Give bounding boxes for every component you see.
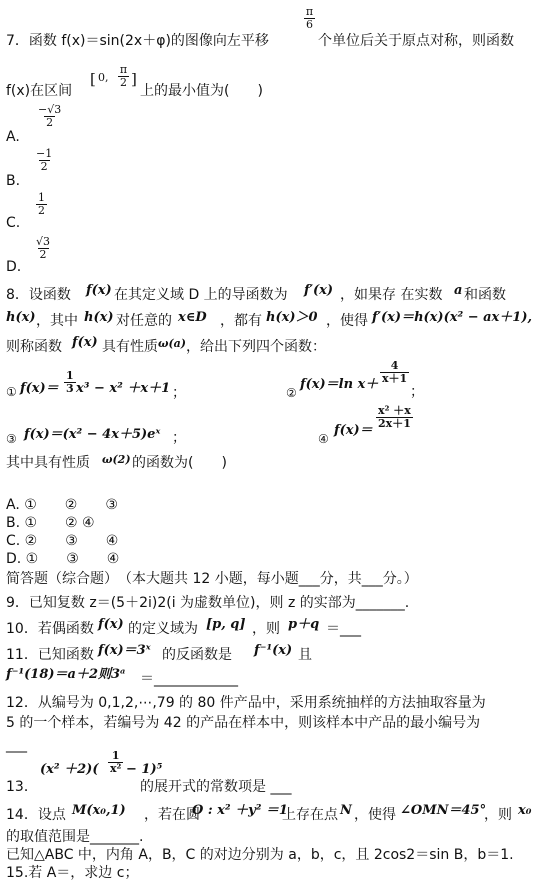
q10-pq: p＋q xyxy=(288,617,320,632)
q8-option-c[interactable]: C. ② ③ ④ xyxy=(6,533,119,549)
problem15-stem: 已知△ABC 中，内角 A，B，C 的对边分别为 a，b，c，且 2cos2＝sin B，b＝1. xyxy=(6,847,514,863)
q8-f1-num: 1 xyxy=(66,369,74,382)
q7-option-d-value xyxy=(36,236,50,261)
q8-hx: h(x) xyxy=(6,310,36,325)
q8-hx2: h(x) xyxy=(84,310,114,325)
q7-option-b-num: −1 xyxy=(36,147,53,160)
q12-line1: 12．从编号为 0,1,2,⋯,79 的 80 件产品中，采用系统抽样的方法抽取容量为 xyxy=(6,695,486,711)
q13-den: x² xyxy=(110,762,122,775)
q10-d: ＝___ xyxy=(326,621,361,637)
q7-stem-line2a: f(x)在区间 xyxy=(6,83,73,99)
q7-option-b-value xyxy=(36,148,52,173)
q13-a: 13． xyxy=(6,779,38,795)
q8-fx: f(x) xyxy=(86,283,112,298)
q14-n: N xyxy=(340,803,352,818)
q7-stem-line1-tail: 个单位后关于原点对称，则函数 xyxy=(318,33,514,49)
q10-dom: [p, q] xyxy=(206,617,246,632)
q8-f2-end: ； xyxy=(410,384,424,400)
q7-stem-line2b: 上的最小值为( ) xyxy=(140,83,263,99)
q8-f4-lhs: f(x)＝ xyxy=(334,423,373,438)
q7-interval-bracket-left: [ xyxy=(90,70,96,88)
q14-a: 14．设点 xyxy=(6,807,66,823)
q11-c: 且 xyxy=(298,647,312,663)
q8-line3-fx: f(x) xyxy=(72,335,98,350)
q8-f1-rest: x³ − x² ＋x＋1 xyxy=(76,381,171,396)
q14-m: M(x₀,1) xyxy=(72,803,126,818)
q8-line1c: ，如果存 在实数 xyxy=(340,287,443,303)
q8-f4-mark: ④ xyxy=(318,432,329,446)
q8-f4-fraction xyxy=(376,405,413,430)
q9-text: 9．已知复数 z＝(5＋2i)2(i 为虚数单位)，则 z 的实部为_______. xyxy=(6,595,410,611)
section-heading: 简答题（综合题） （本大题共 12 小题，每小题___分，共___分。） xyxy=(6,571,418,587)
q11-a: 11．已知函数 xyxy=(6,647,94,663)
q14-circle: O : x² ＋y² ＝1 xyxy=(192,803,288,818)
q10-b: 的定义域为 xyxy=(128,621,198,637)
q7-stem-text: 7．函数 f(x)＝sin(2x＋φ)的图像向左平移 xyxy=(6,33,269,49)
q7-option-c-num: 1 xyxy=(38,191,45,204)
q8-f1-mark: ① xyxy=(6,385,17,399)
q14-e: ，则 xyxy=(484,807,512,823)
q8-line1b: 在其定义域 D 上的导函数为 xyxy=(114,287,288,303)
q7-shift-denominator: 6 xyxy=(306,18,313,31)
q8-f3-mark: ③ xyxy=(6,432,17,446)
q7-option-c-den: 2 xyxy=(38,204,45,217)
q7-option-a-den: 2 xyxy=(46,116,54,129)
q11-line2: f⁻¹(18)＝a＋2则3ᵃ xyxy=(6,667,126,682)
q7-shift-fraction xyxy=(304,6,315,31)
q7-option-b-label[interactable]: B. xyxy=(6,173,21,189)
q14-x0: x₀ xyxy=(518,803,532,818)
q8-line5a: 其中具有性质 xyxy=(6,455,90,471)
q8-line1d: 和函数 xyxy=(464,287,506,303)
q8-line2b: 对任意的 xyxy=(116,313,172,329)
q8-prop: ω(a) xyxy=(158,337,187,350)
q8-option-a[interactable]: A. ① ② ③ xyxy=(6,497,118,513)
q7-option-a-num: −√3 xyxy=(38,103,62,116)
q10-fx: f(x) xyxy=(98,617,124,632)
q7-stem-line1 xyxy=(6,32,269,50)
q7-option-d-label[interactable]: D. xyxy=(6,259,22,275)
q11-fx: f(x)＝3ˣ xyxy=(98,643,151,658)
q8-line3a: 则称函数 xyxy=(6,339,62,355)
q14-d: ，使得 xyxy=(354,807,396,823)
q8-f4-den: 2x＋1 xyxy=(378,417,411,430)
q13-expr-b: − 1)⁵ xyxy=(126,762,163,777)
q8-f2-fraction xyxy=(380,360,409,385)
q7-interval-fraction xyxy=(118,64,129,89)
q7-option-a-value xyxy=(38,104,61,129)
q11-line2-tail: ＝____________ xyxy=(140,671,238,687)
q8-f2-den: x＋1 xyxy=(382,372,408,385)
q7-interval-numerator: π xyxy=(119,63,128,76)
q7-option-d-num: √3 xyxy=(36,235,51,248)
q12-line2: 5 的一个样本，若编号为 42 的产品在样本中，则该样本中产品的最小编号为 xyxy=(6,715,481,731)
q10-a: 10．若偶函数 xyxy=(6,621,94,637)
q7-option-d-den: 2 xyxy=(39,248,47,261)
q8-f1-lhs: f(x)＝ xyxy=(20,381,59,396)
q8-f2-num: 4 xyxy=(390,359,399,372)
q10-c: ，则 xyxy=(252,621,280,637)
q7-option-a-label[interactable]: A. xyxy=(6,129,20,145)
q13-fraction xyxy=(108,750,123,775)
q8-eq: f′(x)＝h(x)(x² − ax＋1), xyxy=(372,310,533,325)
q14-line2: 的取值范围是_______. xyxy=(6,829,144,845)
q8-line2c: ，都有 xyxy=(220,313,262,329)
q7-shift-numerator: π xyxy=(305,5,314,18)
q8-cond: h(x)＞0 xyxy=(266,310,318,325)
q8-f1-fraction xyxy=(64,370,76,395)
q7-option-c-value xyxy=(36,192,47,217)
q8-f2-mark: ② xyxy=(286,386,297,400)
q8-line2d: ，使得 xyxy=(326,313,368,329)
q8-option-b[interactable]: B. ① ② ④ xyxy=(6,515,95,531)
q7-interval-bracket-right: ] xyxy=(131,70,137,88)
q13-expr-a: (x² ＋2)( xyxy=(40,762,99,777)
q8-line1a: 8．设函数 xyxy=(6,287,71,303)
q14-b: ，若在圆 xyxy=(144,807,200,823)
q8-line5-prop: ω(2) xyxy=(102,453,131,466)
q7-interval-denominator: 2 xyxy=(120,76,127,89)
q8-line5b: 的函数为( ) xyxy=(132,455,227,471)
q8-option-d[interactable]: D. ① ③ ④ xyxy=(6,551,120,567)
q12-line3: ___ xyxy=(6,737,27,753)
q13-num: 1 xyxy=(111,749,120,762)
q11-b: 的反函数是 xyxy=(162,647,232,663)
q8-f3-expr: f(x)＝(x² − 4x＋5)eˣ xyxy=(24,427,161,442)
q8-line2a: ，其中 xyxy=(36,313,78,329)
q7-option-b-den: 2 xyxy=(40,160,48,173)
q13-b: 的展开式的常数项是 ___ xyxy=(140,779,292,795)
problem15-part: 15.若 A＝，求边 c； xyxy=(6,865,139,881)
q7-option-c-label[interactable]: C. xyxy=(6,215,21,231)
q7-interval-left: 0, xyxy=(98,71,109,84)
q8-f4-num: x² ＋x xyxy=(378,404,411,417)
q11-inv: f⁻¹(x) xyxy=(254,643,293,658)
q8-fpx: f′(x) xyxy=(304,283,334,298)
q8-f2-lhs: f(x)＝ln x＋ xyxy=(300,377,379,392)
q14-c: 上存在点 xyxy=(282,807,338,823)
q14-angle: ∠OMN＝45° xyxy=(400,803,487,818)
q8-f1-den: 3 xyxy=(66,382,74,395)
q8-xin: x∈D xyxy=(178,310,207,325)
q8-a: a xyxy=(454,283,463,298)
q8-f1-end: ； xyxy=(172,385,186,401)
q8-line3b: 具有性质 xyxy=(102,339,158,355)
q8-line3c: ，给出下列四个函数： xyxy=(186,339,326,355)
q8-f3-end: ； xyxy=(172,430,186,446)
